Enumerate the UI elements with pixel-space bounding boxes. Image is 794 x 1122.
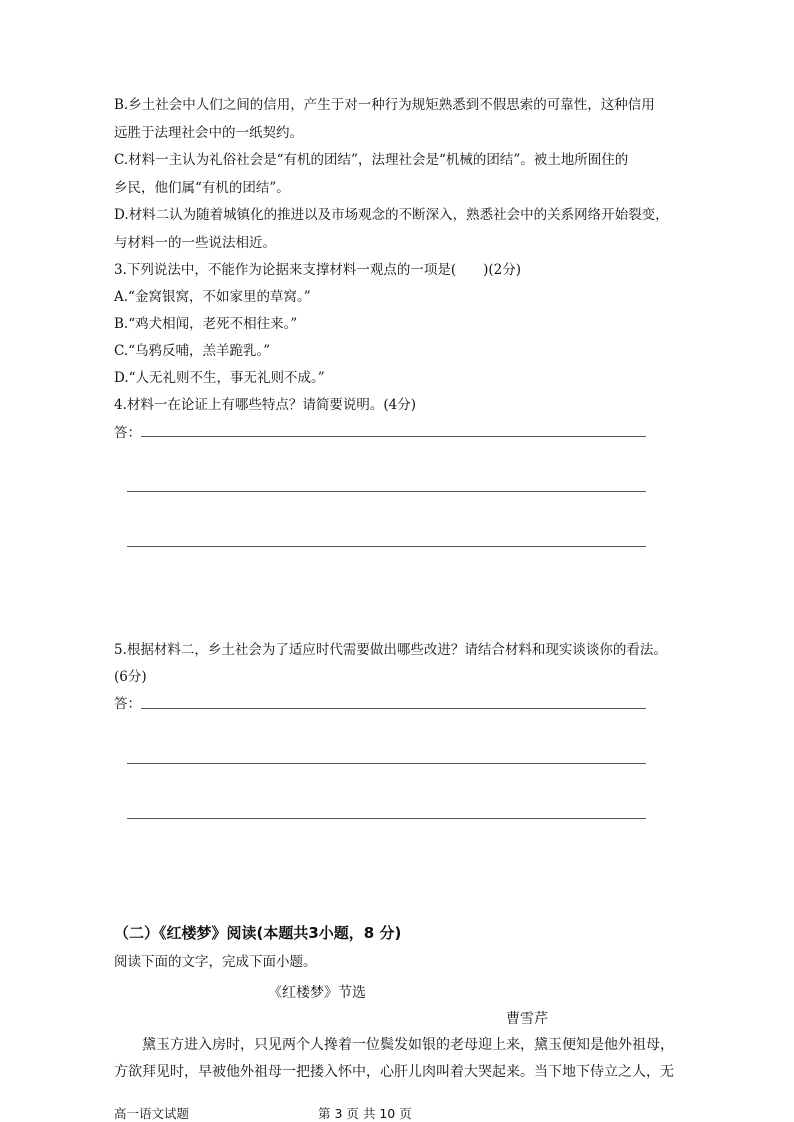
excerpt-paragraph-line1: 黛玉方进入房时，只见两个人搀着一位鬓发如银的老母迎上来，黛玉便知是他外祖母， [142, 1037, 674, 1053]
section-instruction: 阅读下面的文字，完成下面小题。 [114, 954, 317, 970]
option-d-line1: D.材料二认为随着城镇化的推进以及市场观念的不断深入，熟悉社会中的关系网络开始裂变， [114, 207, 669, 223]
q5-stem-line2: (6分) [114, 669, 147, 685]
q4-answer-line-2[interactable] [127, 491, 646, 492]
q3-stem: 3.下列说法中，不能作为论据来支撑材料一观点的一项是( )(2分) [114, 262, 522, 278]
q5-answer-label: 答： [114, 696, 141, 712]
excerpt-paragraph-line2: 方欲拜见时，早被他外祖母一把搂入怀中，心肝儿肉叫着大哭起来。当下地下侍立之人，无 [114, 1064, 674, 1080]
excerpt-author: 曹雪芹 [506, 1011, 548, 1027]
option-b-line2: 远胜于法理社会中的一纸契约。 [114, 125, 303, 141]
q3-option-d: D.“人无礼则不生，事无礼则不成。” [114, 370, 325, 386]
q5-answer-line-3[interactable] [127, 818, 646, 819]
option-d-line2: 与材料一的一些说法相近。 [114, 235, 276, 251]
section-heading: （二）《红楼梦》阅读(本题共3小题，8 分) [114, 924, 402, 942]
q4-answer-line-3[interactable] [127, 546, 646, 547]
q5-answer-line-2[interactable] [127, 763, 646, 764]
footer-subject: 高一语文试题 [114, 1106, 190, 1121]
q5-answer-line-1[interactable] [141, 708, 646, 709]
q4-answer-label: 答： [114, 425, 141, 441]
q3-option-b: B.“鸡犬相闻，老死不相往来。” [114, 316, 298, 332]
option-b-line1: B.乡土社会中人们之间的信用，产生于对一种行为规矩熟悉到不假思索的可靠性，这种信用 [114, 97, 655, 113]
footer-page-number: 第 3 页 共 10 页 [318, 1106, 412, 1121]
option-c-line2: 乡民，他们属“有机的团结”。 [114, 180, 290, 196]
q4-answer-line-1[interactable] [141, 436, 646, 437]
q3-option-c: C.“乌鸦反哺，羔羊跪乳。” [114, 343, 271, 359]
q3-option-a: A.“金窝银窝，不如家里的草窝。” [114, 289, 311, 305]
excerpt-title: 《红楼梦》节选 [268, 985, 366, 1001]
q4-stem: 4.材料一在论证上有哪些特点？请简要说明。(4分) [114, 397, 417, 413]
option-c-line1: C.材料一主认为礼俗社会是“有机的团结”，法理社会是“机械的团结”。被土地所囿住的 [114, 152, 629, 168]
q5-stem-line1: 5.根据材料二，乡土社会为了适应时代需要做出哪些改进？请结合材料和现实谈谈你的看法。 [114, 642, 667, 658]
